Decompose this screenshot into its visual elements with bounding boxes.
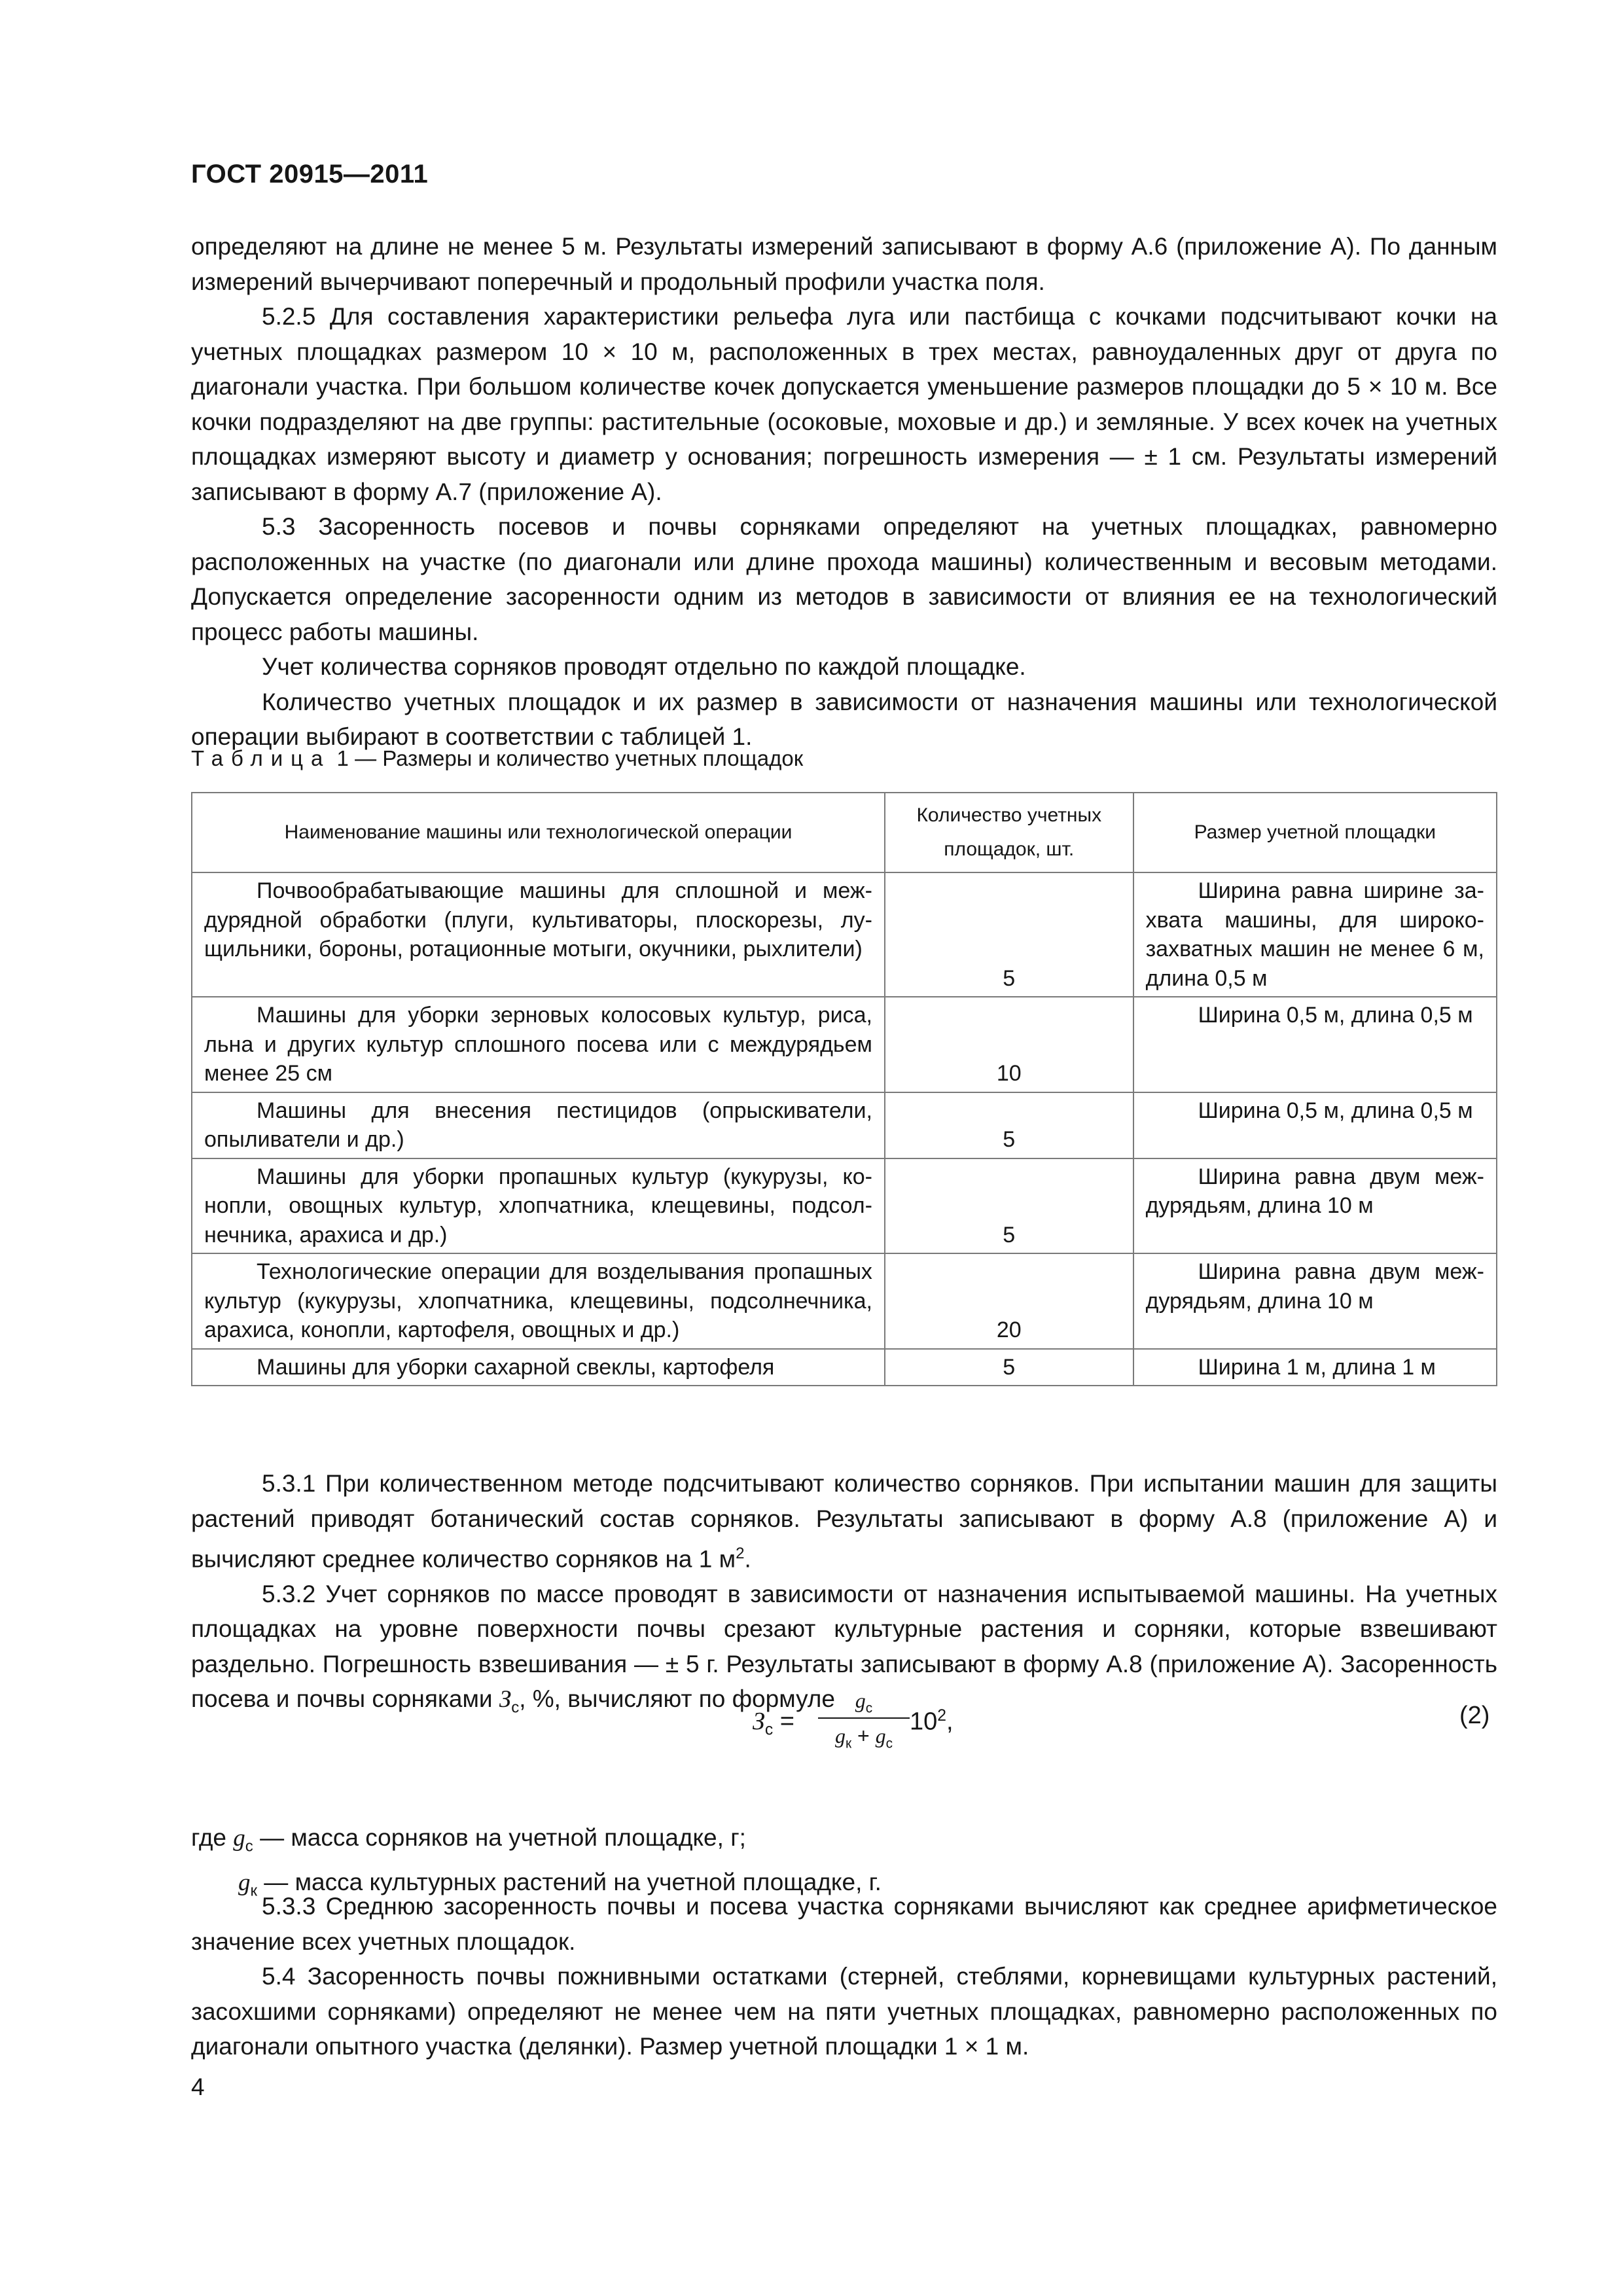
column-header-name: Наименование машины или технологической операции	[192, 793, 885, 872]
cell-count: 5	[885, 872, 1133, 997]
paragraph-5-2-5: 5.2.5 Для составления характеристики рельефа луга или пастбища с кочками подсчитывают кочки на учетных площадках размером 10 × 10 м, расположенных в трех местах, равноудаленных друг от друга по диагонали участка. При большом количестве кочек допускается уменьшение размеров площадки до 5 × 10 м. Все кочки подразделяют на две группы: растительные (осоковые, моховые и др.) и земляные. У всех кочек на учетных площадках измеряют высоту и диаметр у основания; погрешность измерения — ± 1 см. Результаты измерений записывают в форму А.7 (приложение А).	[191, 303, 1497, 505]
cell-name: Почвообрабатывающие машины для сплошной и междурядной обработки (плуги, культиваторы, плоскорезы, лущильники, бороны, ротационные мотыги, окучники, рыхлители)	[192, 872, 885, 997]
column-header-count: Количество учетных площадок, шт.	[885, 793, 1133, 872]
cell-size: Ширина 1 м, длина 1 м	[1133, 1349, 1497, 1386]
formula-2	[753, 1689, 969, 1774]
formula-den-subscript-b: с	[885, 1736, 893, 1751]
p531-end: .	[744, 1545, 751, 1573]
table-caption-prefix: Таблица	[191, 746, 331, 770]
formula-lhs-symbol: З	[753, 1708, 765, 1735]
cell-size: Ширина 0,5 м, длина 0,5 м	[1133, 1092, 1497, 1158]
table-1	[191, 792, 1497, 1386]
cell-count: 20	[885, 1253, 1133, 1349]
cell-count: 10	[885, 997, 1133, 1092]
p532-variable: З	[499, 1686, 512, 1713]
legend-text: — масса культурных растений на учетной площадке, г.	[257, 1869, 882, 1896]
text-block-bottom	[191, 1889, 1497, 2064]
formula-numerator	[825, 1689, 903, 1716]
formula-denominator	[818, 1724, 910, 1751]
equation-number: (2)	[1459, 1702, 1490, 1729]
table-header-row	[192, 793, 1497, 872]
table-row	[192, 1092, 1497, 1158]
column-header-size: Размер учетной площадки	[1133, 793, 1497, 872]
table-row	[192, 1253, 1497, 1349]
formula-den-subscript-a: к	[846, 1736, 852, 1751]
cell-size: Ширина равна двум междурядьям, длина 10 м	[1133, 1253, 1497, 1349]
cell-count: 5	[885, 1092, 1133, 1158]
formula-lhs	[753, 1707, 794, 1740]
cell-name: Машины для уборки пропашных культур (кукурузы, конопли, овощных культур, хлопчатника, клещевины, подсолнечника, арахиса и др.)	[192, 1158, 885, 1254]
formula-num-symbol: g	[855, 1689, 866, 1712]
table-row	[192, 997, 1497, 1092]
table-row	[192, 872, 1497, 997]
formula-tail: ,	[946, 1708, 954, 1736]
formula-mult-exponent: 2	[937, 1707, 947, 1725]
page-number: 4	[191, 2073, 205, 2100]
cell-name: Машины для внесения пестицидов (опрыскиватели, опыливатели и др.)	[192, 1092, 885, 1158]
table-caption-text: 1 — Размеры и количество учетных площадок	[330, 746, 804, 770]
formula-multiplier	[910, 1707, 954, 1736]
cell-count: 5	[885, 1349, 1133, 1386]
cell-size: Ширина равна двум междурядьям, длина 10 м	[1133, 1158, 1497, 1254]
paragraph-5-3: 5.3 Засоренность посевов и почвы сорняками определяют на учетных площадках, равномерно расположенных на участке (по диагонали или длине прохода машины) количественным и весовым методами. Допускается определение засоренности одним из методов в зависимости от влияния ее на технологический процесс работы машины.	[191, 513, 1497, 645]
p532-text: 5.3.2 Учет сорняков по массе проводят в зависимости от назначения испытываемой машины. На учетных площадках на уровне поверхности почвы срезают культурные растения и сорняки, которые взвешивают раздельно. Погрешность взвешивания — ± 5 г. Результаты записывают в форму А.8 (приложение А). Засоренность посева и почвы сорняками	[191, 1580, 1497, 1713]
cell-size: Ширина 0,5 м, длина 0,5 м	[1133, 997, 1497, 1092]
legend-prefix: где	[191, 1824, 234, 1851]
legend-subscript: с	[245, 1837, 253, 1856]
legend-symbol: g	[233, 1825, 245, 1852]
paragraph-5-3-1	[191, 1466, 1497, 1577]
paragraph-table-reference: Количество учетных площадок и их размер в зависимости от назначения машины или технологической операции выбирают в соответствии с таблицей 1.	[191, 688, 1497, 750]
legend-symbol: g	[238, 1869, 251, 1897]
formula-equals: =	[773, 1708, 794, 1735]
legend-subscript: к	[250, 1882, 258, 1900]
legend-line	[191, 1820, 1497, 1864]
formula-num-subscript: с	[865, 1700, 873, 1716]
table-row	[192, 1158, 1497, 1254]
paragraph-continuation: определяют на длине не менее 5 м. Результаты измерений записывают в форму А.6 (приложение А). По данным измерений вычерчивают поперечный и продольный профили участка поля.	[191, 233, 1497, 295]
p532-end: , %, вычисляют по формуле	[519, 1685, 835, 1713]
cell-name: Технологические операции для возделывания пропашных культур (кукурузы, хлопчатника, клещевины, подсолнечника, арахиса, конопли, картофеля, овощных и др.)	[192, 1253, 885, 1349]
text-block-top	[191, 229, 1497, 755]
p532-variable-subscript: с	[511, 1698, 520, 1717]
cell-name: Машины для уборки зерновых колосовых культур, риса, льна и других культур сплошного посева или с междурядьем менее 25 см	[192, 997, 885, 1092]
paragraph-weeds-count: Учет количества сорняков проводят отдельно по каждой площадке.	[262, 653, 1026, 680]
paragraph-5-3-3: 5.3.3 Среднюю засоренность почвы и посева участка сорняками вычисляют как среднее арифметическое значение всех учетных площадок.	[191, 1893, 1497, 1955]
formula-den-plus: +	[851, 1724, 876, 1748]
cell-size: Ширина равна ширине захвата машины, для широкозахватных машин не менее 6 м, длина 0,5 м	[1133, 872, 1497, 997]
document-header: ГОСТ 20915—2011	[191, 160, 429, 188]
p531-superscript: 2	[736, 1545, 745, 1562]
p531-text: 5.3.1 При количественном методе подсчитывают количество сорняков. При испытании машин для защиты растений приводят ботанический состав сорняков. Результаты записывают в форму А.8 (приложение А) и вычисляют среднее количество сорняков на 1 м	[191, 1470, 1497, 1573]
formula-den-symbol-b: g	[875, 1724, 886, 1748]
formula-lhs-subscript: с	[764, 1721, 774, 1739]
cell-count: 5	[885, 1158, 1133, 1254]
legend-text: — масса сорняков на учетной площадке, г;	[253, 1824, 746, 1851]
table-caption	[191, 746, 803, 771]
paragraph-5-4: 5.4 Засоренность почвы пожнивными остатками (стерней, стеблями, корневищами культурных растений, засохшими сорняками) определяют не менее чем на пяти учетных площадках, равномерно расположенных по диагонали опытного участка (делянки). Размер учетной площадки 1 × 1 м.	[191, 1963, 1497, 2060]
formula-mult-base: 10	[910, 1708, 938, 1736]
text-block-middle	[191, 1466, 1497, 1725]
table-row	[192, 1349, 1497, 1386]
cell-name: Машины для уборки сахарной свеклы, картофеля	[192, 1349, 885, 1386]
formula-den-symbol-a: g	[835, 1724, 846, 1748]
fraction-bar	[818, 1717, 910, 1719]
